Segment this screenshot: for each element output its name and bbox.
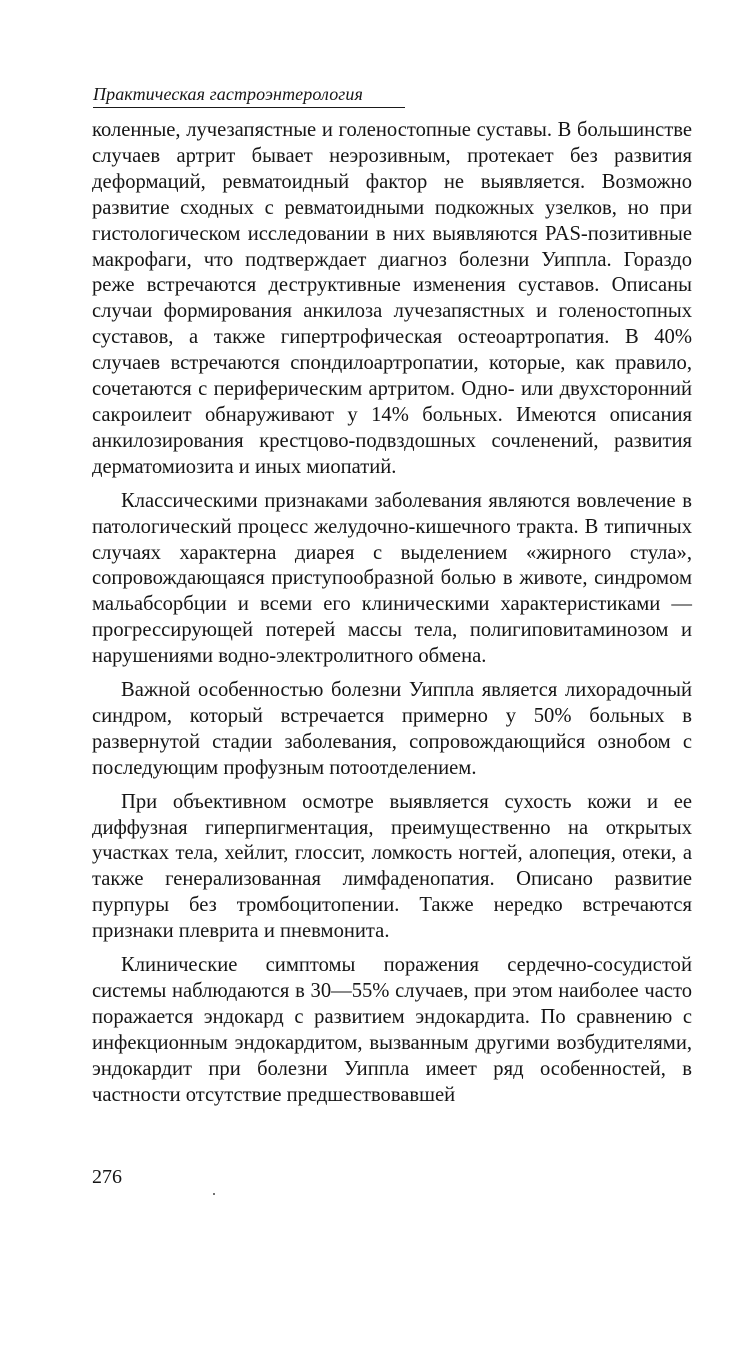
paragraph: Клинические симптомы поражения сердечно-сосудистой системы наблюдаются в 30—55% случаев, при этом наиболее часто поражается эндокард с развитием эндокардита. По сравнению с инфекционным эндокардитом, вызванным другими возбудителями, эндокардит при болезни Уиппла имеет ряд особенностей, в частности отсутствие предшествовавшей xyxy=(92,954,692,1106)
paragraph-continued: коленные, лучезапястные и голеностопные суставы. В большинстве случаев артрит бывает неэрозивным, протекает без развития деформаций, ревматоидный фактор не выявляется. Возможно развитие сходных с ревматоидными подкожных узелков, но при гистологическом исследовании в них выявляются PAS-позитивные макрофаги, что подтверждает диагноз болезни Уиппла. Гораздо реже встречаются деструктивные изменения суставов. Описаны случаи формирования анкилоза лучезапястных и голеностопных суставов, а также гипертрофическая остеоартропатия. В 40% случаев встречаются спондилоартропатии, которые, как правило, сочетаются с периферическим артритом. Одно- или двухсторонний сакроилеит обнаруживают у 14% больных. Имеются описания анкилозирования крестцово-подвздошных сочленений, развития дерматомиозита и иных миопатий. xyxy=(92,119,692,478)
print-speck xyxy=(213,1193,215,1195)
page-number: 276 xyxy=(92,1166,122,1188)
paragraph: Классическими признаками заболевания являются вовлечение в патологический процесс желудочно-кишечного тракта. В типичных случаях характерна диарея с выделением «жирного стула», сопровождающаяся приступообразной болью в животе, синдромом мальабсорбции и всеми его клиническими характеристиками — прогрессирующей потерей массы тела, полигиповитаминозом и нарушениями водно-электролитного обмена. xyxy=(92,489,692,668)
running-header: Практическая гастроэнтерология xyxy=(93,83,405,108)
paragraph: При объективном осмотре выявляется сухость кожи и ее диффузная гиперпигментация, преимущественно на открытых участках тела, хейлит, глоссит, ломкость ногтей, алопеция, отеки, а также генерализованная лимфаденопатия. Описано развитие пурпуры без тромбоцитопении. Также нередко встречаются признаки плеврита и пневмонита. xyxy=(92,790,692,943)
paragraph: Важной особенностью болезни Уиппла является лихорадочный синдром, который встречается примерно у 50% больных в развернутой стадии заболевания, сопровождающийся ознобом с последующим профузным потоотделением. xyxy=(92,679,692,779)
body-text xyxy=(92,118,692,1117)
